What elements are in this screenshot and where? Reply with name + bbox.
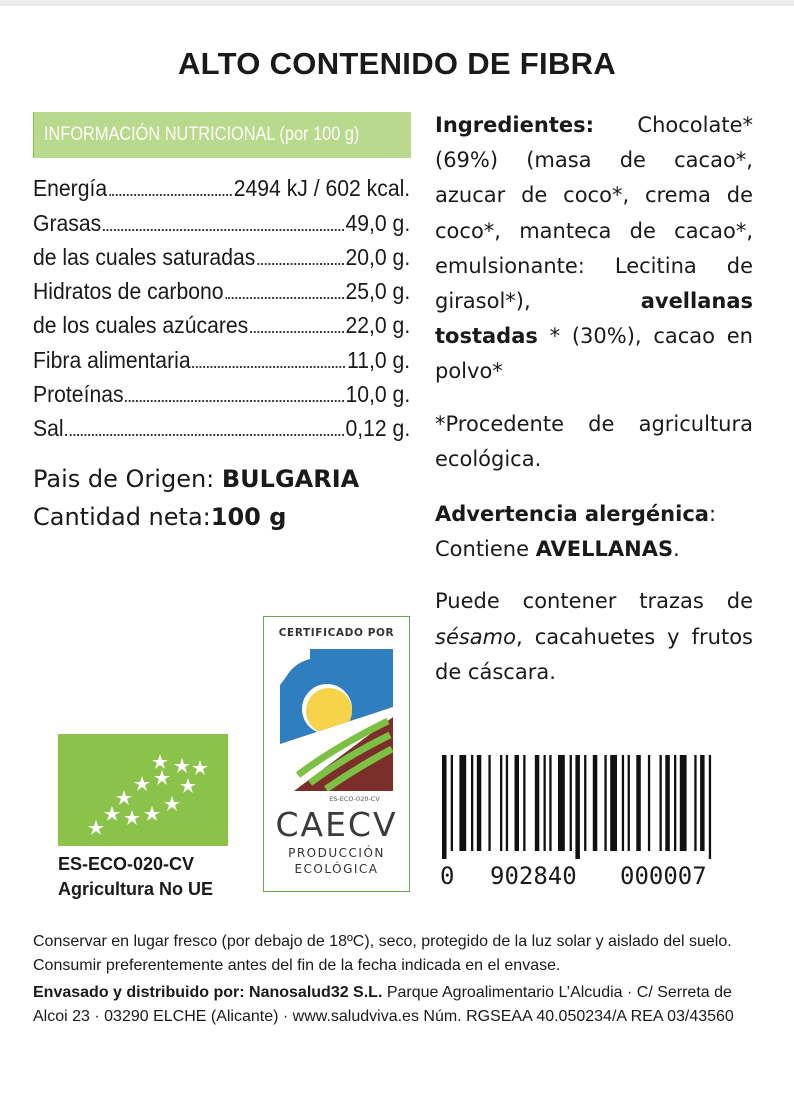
leader-dots	[65, 434, 343, 436]
nutrition-row	[33, 168, 410, 202]
barcode-digit-first: 0	[440, 862, 455, 890]
nutrition-label: Fibra alimentaria	[33, 346, 191, 373]
caecv-line1: PRODUCCIÓN	[288, 846, 385, 860]
nutrition-row	[33, 237, 410, 271]
barcode-bar	[694, 755, 696, 851]
barcode-bar	[523, 755, 525, 851]
nutrition-row	[33, 271, 410, 305]
ingredients-label: Ingredientes:	[435, 113, 594, 137]
allergen-text: Contiene	[435, 537, 536, 562]
ingredients-text: Chocolate* (69%) (masa de cacao*, azucar de coco*, crema de coco*, manteca de cacao*, emulsionante: Lecitina de girasol*),	[435, 113, 753, 314]
barcode-bar	[544, 755, 546, 851]
nutrition-row	[33, 339, 410, 373]
caecv-code: ES-ECO-020-CV	[329, 795, 380, 803]
allergen-end: .	[673, 537, 680, 562]
eu-agriculture-origin: Agricultura No UE	[58, 879, 214, 899]
barcode-icon	[442, 755, 718, 859]
footer	[33, 930, 757, 1028]
caecv-sun-field-icon	[280, 649, 393, 791]
nutrition-value: 0,12 g.	[345, 415, 411, 442]
leader-dots	[192, 366, 345, 368]
ingredients-paragraph	[435, 108, 753, 390]
leader-dots	[257, 263, 343, 265]
storage-instructions: Conservar en lugar fresco (por debajo de 18ºC), seco, protegido de la luz solar y aislado del suelo. Consumir preferentemente antes del fin de la fecha indicada en el envase.	[33, 933, 732, 974]
barcode-bar	[506, 755, 508, 851]
origin-line	[33, 460, 359, 498]
top-border	[0, 0, 794, 6]
nutrition-label: Sal	[33, 415, 64, 442]
nutrition-header-label: INFORMACIÓN NUTRICIONAL (por 100 g)	[44, 124, 360, 145]
nutrition-label: Proteínas	[33, 381, 124, 408]
nutrition-table	[33, 168, 411, 442]
origin-country: BULGARIA	[221, 465, 360, 493]
barcode-bar	[488, 755, 490, 851]
nutrition-label: Energía	[33, 175, 108, 202]
barcode-digits-right: 000007	[620, 862, 707, 890]
barcode-bar	[628, 755, 630, 851]
allergen-colon: :	[708, 502, 717, 527]
barcode-bar	[442, 755, 447, 859]
traces-paragraph	[435, 584, 753, 690]
page-title: ALTO CONTENIDO DE FIBRA	[177, 46, 617, 81]
leader-dots	[225, 297, 343, 299]
nutrition-row	[33, 408, 410, 442]
barcode-bar	[459, 755, 466, 851]
barcode-bar	[570, 755, 572, 851]
barcode-bar	[558, 755, 565, 851]
eu-control-code: ES-ECO-020-CV	[58, 854, 195, 874]
distributor-label: Envasado y distribuido por: Nanosalud32 S.L.	[33, 984, 383, 1001]
leader-dots	[109, 194, 232, 196]
ingredients-highlight: avellanas tostadas	[435, 289, 753, 349]
net-quantity-label: Cantidad neta:	[33, 503, 211, 531]
barcode-bar	[549, 755, 551, 851]
caecv-brand: CAECV	[275, 805, 398, 844]
origin-block	[33, 460, 359, 536]
barcode-bar	[535, 755, 540, 851]
nutrition-row	[33, 374, 410, 408]
barcode-bar	[622, 755, 624, 851]
ingredients-column	[435, 108, 753, 690]
nutrition-header	[33, 112, 411, 158]
ingredients-text-end: * (30%), cacao en polvo*	[435, 324, 753, 384]
eco-note: *Procedente de agricultura ecológica.	[435, 411, 753, 471]
nutrition-row	[33, 305, 410, 339]
barcode-bar	[700, 755, 705, 851]
barcode-bar	[500, 755, 502, 851]
barcode-bar	[665, 755, 670, 851]
barcode-bar	[593, 755, 598, 851]
caecv-logo	[263, 616, 410, 892]
origin-label: Pais de Origen:	[33, 465, 222, 493]
leader-dots	[103, 229, 344, 231]
nutrition-value: 11,0 g.	[347, 346, 411, 373]
nutrition-value: 10,0 g.	[345, 381, 411, 408]
caecv-line2: ECOLÓGICA	[294, 862, 379, 876]
nutrition-value: 2494 kJ / 602 kcal.	[233, 175, 411, 202]
caecv-production	[264, 845, 409, 877]
barcode-bar	[660, 755, 662, 851]
barcode-bar	[575, 755, 580, 859]
leader-dots	[250, 331, 344, 333]
net-quantity-line	[33, 498, 359, 536]
nutrition-header-accent	[33, 112, 34, 158]
barcode-bar	[648, 755, 650, 851]
barcode-bar	[584, 755, 586, 851]
nutrition-label: de los cuales azúcares	[33, 312, 249, 339]
barcode-bar	[680, 755, 687, 851]
barcode-bar	[515, 755, 520, 851]
nutrition-value: 49,0 g.	[345, 209, 411, 236]
eu-organic-logo	[58, 734, 228, 846]
distributor-text: Parque Agroalimentario L’Alcudia · C/ Serreta de Alcoi 23 · 03290 ELCHE (Alicante) · www.saludviva.es Núm. RGSEAA 40.050234/A REA 03/43560	[33, 984, 734, 1025]
barcode-digits-left: 902840	[490, 862, 577, 890]
allergen-value: AVELLANAS	[535, 537, 674, 562]
nutrition-label: de las cuales saturadas	[33, 243, 256, 270]
traces-text-end: , cacahuetes y frutos de cáscara.	[435, 624, 753, 684]
distributor-info	[33, 981, 757, 1028]
barcode-bar	[674, 755, 676, 851]
traces-italic: sésamo	[435, 624, 516, 649]
allergen-label: Advertencia alergénica	[435, 502, 709, 527]
net-quantity-value: 100 g	[210, 503, 287, 531]
nutrition-row	[33, 202, 410, 236]
nutrition-label: Grasas	[33, 209, 102, 236]
barcode-bar	[636, 755, 641, 851]
nutrition-label: Hidratos de carbono	[33, 278, 224, 305]
nutrition-value: 20,0 g.	[345, 243, 411, 270]
barcode-bar	[477, 755, 482, 851]
eu-logo-caption	[58, 852, 213, 902]
eu-leaf-stars-icon	[58, 734, 228, 846]
caecv-certified-by: CERTIFICADO POR	[278, 627, 395, 639]
allergen-paragraph	[435, 497, 753, 567]
traces-text: Puede contener trazas de	[435, 589, 753, 614]
nutrition-value: 22,0 g.	[345, 312, 411, 339]
barcode-bar	[471, 755, 473, 851]
barcode-bar	[604, 755, 606, 851]
barcode-bar	[451, 755, 453, 851]
leader-dots	[125, 400, 343, 402]
barcode-bar	[610, 755, 617, 851]
nutrition-value: 25,0 g.	[345, 278, 411, 305]
barcode-bar	[709, 755, 711, 859]
